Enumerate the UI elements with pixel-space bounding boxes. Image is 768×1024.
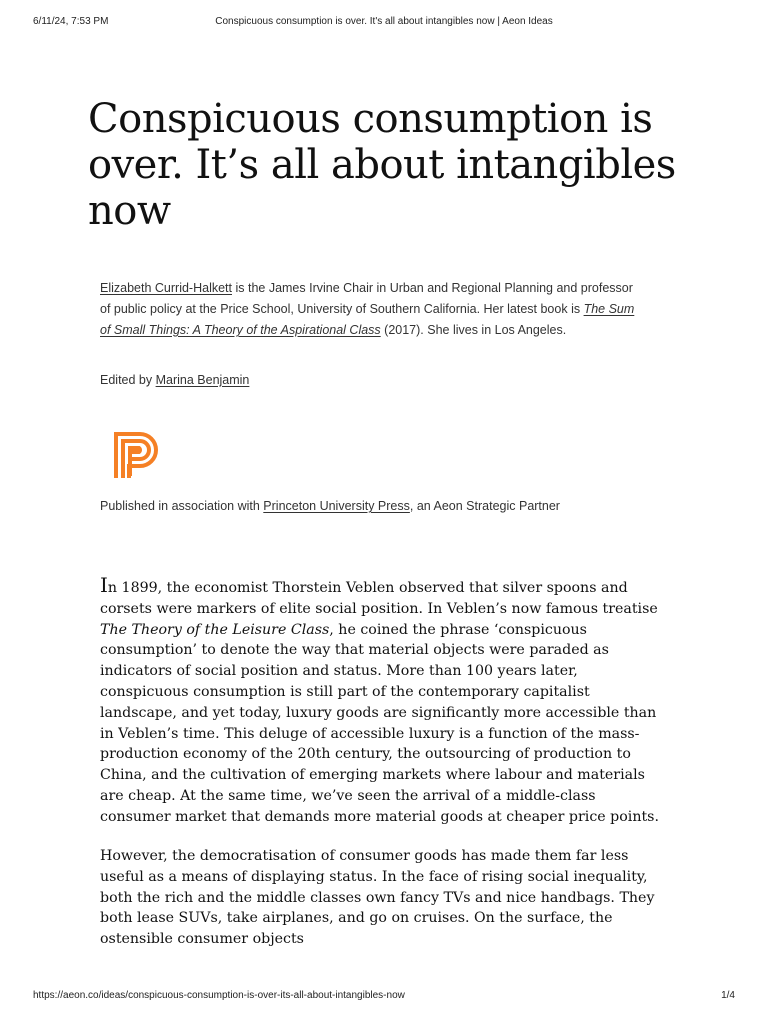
drop-cap: I xyxy=(100,573,108,597)
edited-prefix: Edited by xyxy=(100,373,156,387)
published-suffix: , an Aeon Strategic Partner xyxy=(409,499,560,513)
editor-link[interactable]: Marina Benjamin xyxy=(155,373,250,387)
paragraph-1-text-a: n 1899, the economist Thorstein Veblen observed that silver spoons and corsets were markers of elite social position. In Veblen’s now famous treatise xyxy=(100,580,658,617)
body-paragraph-2: However, the democratisation of consumer goods has made them far less useful as a means of displaying status. In the face of rising social inequality, both the rich and the middle classes own fancy TVs and nice handbags. They both lease SUVs, take airplanes, and go on cruises. On the surface, the ostensible consumer objects xyxy=(100,848,655,948)
paragraph-1-text-b: , he coined the phrase ‘conspicuous consumption’ to denote the way that material objects were paraded as indicators of social position and status. More than 100 years later, conspicuous consumption is still part of the contemporary capitalist landscape, and yet today, luxury goods are significantly more accessible than in Veblen’s time. This deluge of accessible luxury is a function of the mass-production economy of the 20th century, the outsourcing of production to China, and the cultivation of emerging markets where labour and materials are cheap. At the same time, we’ve seen the arrival of a middle-class consumer market that demands more material goods at cheaper price points. xyxy=(100,621,659,825)
partner-link[interactable]: Princeton University Press xyxy=(263,499,410,513)
print-url: https://aeon.co/ideas/conspicuous-consumption-is-over-its-all-about-intangibles-now xyxy=(33,990,405,1001)
bio-text-1: is the James Irvine Chair in Urban and Regional Planning and professor of public policy at the Price School, University of Southern California. Her latest book is xyxy=(100,281,633,316)
print-page-title: Conspicuous consumption is over. It's all about intangibles now | Aeon Ideas xyxy=(215,16,553,27)
edited-by xyxy=(100,370,249,391)
paragraph-1-book-title: The Theory of the Leisure Class xyxy=(100,621,330,638)
published-prefix: Published in association with xyxy=(100,499,264,513)
print-footer xyxy=(33,990,735,1004)
body-paragraph-1 xyxy=(100,573,670,828)
print-header xyxy=(33,16,735,30)
princeton-university-press-logo-icon[interactable] xyxy=(114,432,160,480)
published-in-association xyxy=(100,496,660,517)
print-datetime: 6/11/24, 7:53 PM xyxy=(33,16,109,27)
author-bio xyxy=(100,278,640,341)
book-link[interactable]: The Sum of Small Things: A Theory of the Aspirational Class xyxy=(100,302,635,337)
print-page-number: 1/4 xyxy=(721,990,735,1001)
article-title: Conspicuous consumption is over. It’s all about intangibles now xyxy=(88,96,676,234)
bio-text-2: (2017). She lives in Los Angeles. xyxy=(380,323,567,337)
author-link[interactable]: Elizabeth Currid-Halkett xyxy=(100,281,232,295)
